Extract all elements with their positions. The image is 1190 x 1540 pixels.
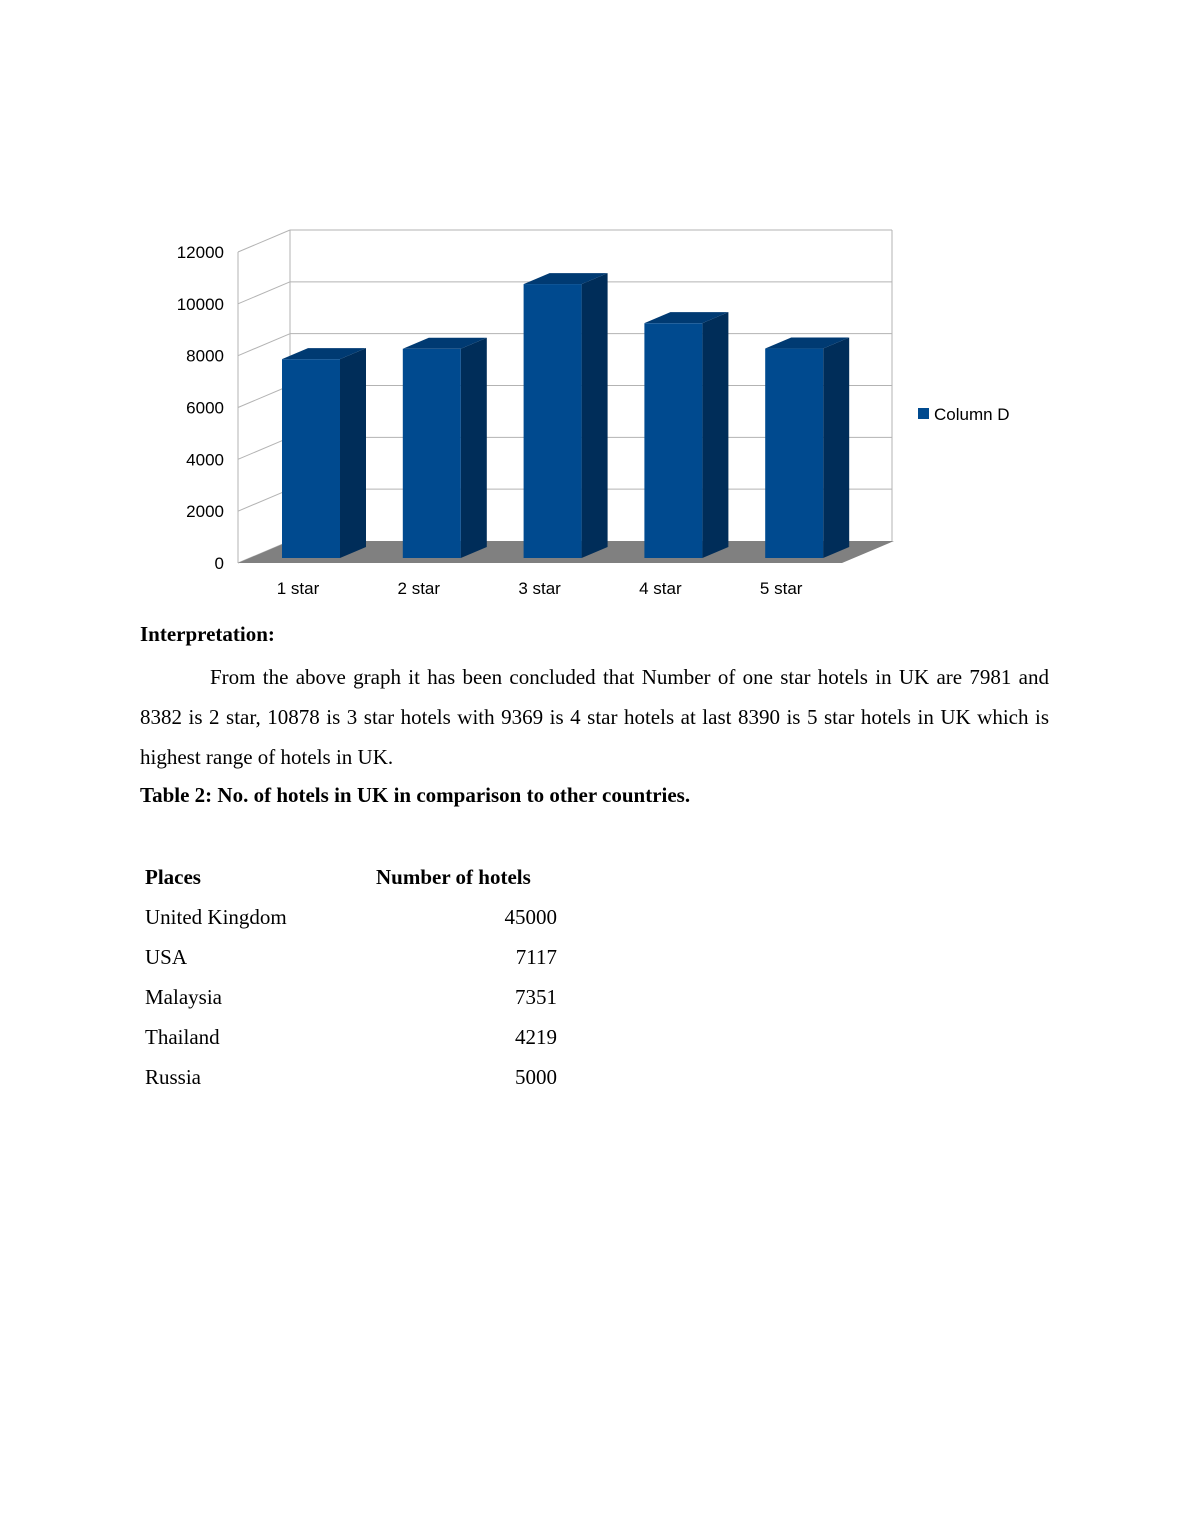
y-tick-label: 8000 <box>186 346 224 366</box>
place-cell: Russia <box>145 1064 202 1089</box>
header-number-of-hotels: Number of hotels <box>376 864 531 889</box>
y-tick-label: 4000 <box>186 450 224 470</box>
y-tick-label: 2000 <box>186 502 224 522</box>
bar-side <box>582 273 608 558</box>
count-cell: 4219 <box>515 1024 557 1049</box>
place-cell: Thailand <box>145 1024 220 1049</box>
bar-side <box>702 312 728 558</box>
bar-4 <box>644 323 702 558</box>
count-cell: 7351 <box>515 984 557 1009</box>
bar-1 <box>282 359 340 558</box>
hotels-comparison-table <box>140 857 562 1097</box>
y-tick-label: 6000 <box>186 398 224 418</box>
x-tick-label: 1 star <box>276 579 320 598</box>
bar-3 <box>524 284 582 558</box>
place-cell: USA <box>145 944 188 969</box>
table-row <box>140 897 562 937</box>
bar-side <box>461 338 487 558</box>
table-row <box>140 937 562 977</box>
interpretation-heading: Interpretation: <box>140 622 275 646</box>
legend-swatch <box>918 408 929 419</box>
count-cell: 7117 <box>515 944 557 969</box>
table-row <box>140 977 562 1017</box>
y-tick-label: 12000 <box>176 243 224 262</box>
header-places: Places <box>145 864 201 889</box>
x-tick-label: 5 star <box>759 579 803 598</box>
y-tick-label: 0 <box>214 554 224 573</box>
bar-side <box>823 338 849 558</box>
interpretation-paragraph: From the above graph it has been concluded that Number of one star hotels in UK are 7981 and 8382 is 2 star, 10878 is 3 star hotels with 9369 is 4 star hotels at last 8390 is 5 star hotels in UK which is highest range of hotels in UK. <box>140 665 1049 769</box>
bar-2 <box>403 349 461 558</box>
table-caption: Table 2: No. of hotels in UK in comparison to other countries. <box>140 783 691 807</box>
bar-5 <box>765 349 823 558</box>
count-cell: 5000 <box>515 1064 557 1089</box>
x-tick-label: 4 star <box>639 579 682 598</box>
count-cell: 45000 <box>504 904 557 929</box>
side-wall-gridline <box>238 334 290 356</box>
place-cell: Malaysia <box>145 984 222 1009</box>
x-tick-label: 3 star <box>518 579 561 598</box>
place-cell: United Kingdom <box>145 904 287 929</box>
side-wall-gridline <box>238 282 290 304</box>
table-row <box>140 1017 562 1057</box>
legend-label: Column D <box>934 405 1010 424</box>
table-row <box>140 1057 562 1097</box>
side-wall-gridline <box>238 230 290 252</box>
x-tick-label: 2 star <box>397 579 441 598</box>
hotel-star-bar-chart <box>140 210 1040 610</box>
bar-side <box>340 348 366 558</box>
table-header-row <box>140 857 562 897</box>
y-tick-label: 10000 <box>176 294 224 314</box>
